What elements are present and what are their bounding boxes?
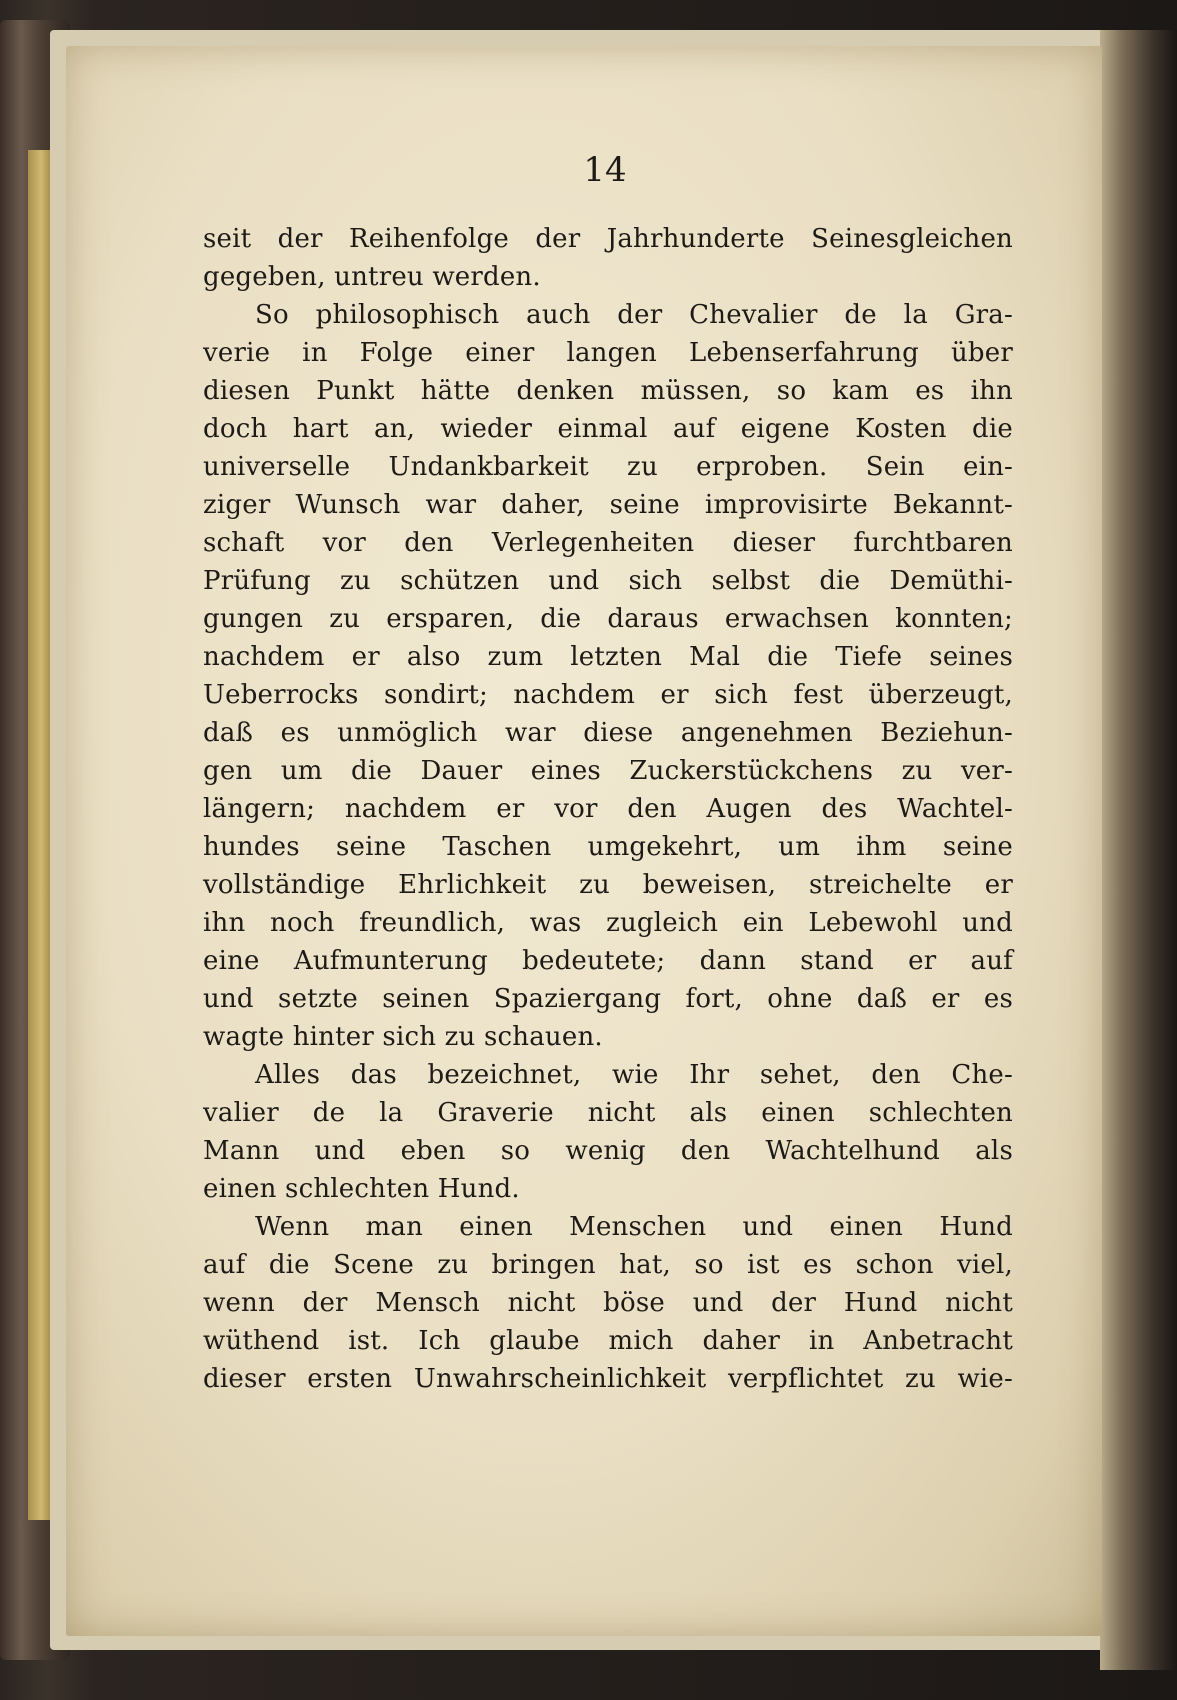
text-line: Wenn man einen Menschen und einen Hund bbox=[255, 1212, 1013, 1242]
text-line: seit der Reihenfolge der Jahrhunderte Seinesgleichen bbox=[203, 224, 1013, 254]
text-line: vollständige Ehrlichkeit zu beweisen, streichelte er bbox=[203, 870, 1013, 900]
text-line: auf die Scene zu bringen hat, so ist es schon viel, bbox=[203, 1250, 1013, 1280]
page-number: 14 bbox=[583, 150, 627, 190]
text-line: universelle Undankbarkeit zu erproben. Sein ein- bbox=[203, 452, 1013, 482]
text-line: daß es unmöglich war diese angenehmen Beziehun- bbox=[203, 718, 1013, 748]
text-line: Mann und eben so wenig den Wachtelhund als bbox=[203, 1136, 1013, 1166]
text-line: wenn der Mensch nicht böse und der Hund nicht bbox=[203, 1288, 1013, 1318]
text-line: längern; nachdem er vor den Augen des Wachtel- bbox=[203, 794, 1013, 824]
text-line: hundes seine Taschen umgekehrt, um ihm seine bbox=[203, 832, 1013, 862]
text-line: dieser ersten Unwahrscheinlichkeit verpflichtet zu wie- bbox=[203, 1364, 1013, 1394]
text-line: und setzte seinen Spaziergang fort, ohne daß er es bbox=[203, 984, 1013, 1014]
text-line: diesen Punkt hätte denken müssen, so kam es ihn bbox=[203, 376, 1013, 406]
text-line: gegeben, untreu werden. bbox=[203, 262, 541, 292]
text-line: doch hart an, wieder einmal auf eigene Kosten die bbox=[203, 414, 1013, 444]
text-line: wüthend ist. Ich glaube mich daher in Anbetracht bbox=[203, 1326, 1013, 1356]
text-line: So philosophisch auch der Chevalier de la Gra- bbox=[255, 300, 1013, 330]
text-line: wagte hinter sich zu schauen. bbox=[203, 1022, 603, 1052]
body-text bbox=[203, 220, 1013, 1398]
binding-gutter bbox=[1100, 30, 1177, 1670]
text-line: gungen zu ersparen, die daraus erwachsen konnten; bbox=[203, 604, 1013, 634]
text-line: einen schlechten Hund. bbox=[203, 1174, 520, 1204]
text-line: nachdem er also zum letzten Mal die Tiefe seines bbox=[203, 642, 1013, 672]
text-line: Ueberrocks sondirt; nachdem er sich fest überzeugt, bbox=[203, 680, 1013, 710]
text-line: verie in Folge einer langen Lebenserfahrung über bbox=[203, 338, 1013, 368]
text-line: eine Aufmunterung bedeutete; dann stand er auf bbox=[203, 946, 1013, 976]
text-line: ziger Wunsch war daher, seine improvisirte Bekannt- bbox=[203, 490, 1013, 520]
text-line: Prüfung zu schützen und sich selbst die Demüthi- bbox=[203, 566, 1013, 596]
text-line: Alles das bezeichnet, wie Ihr sehet, den Che- bbox=[255, 1060, 1013, 1090]
text-line: gen um die Dauer eines Zuckerstückchens zu ver- bbox=[203, 756, 1013, 786]
text-line: schaft vor den Verlegenheiten dieser furchtbaren bbox=[203, 528, 1013, 558]
text-line: ihn noch freundlich, was zugleich ein Lebewohl und bbox=[203, 908, 1013, 938]
text-line: valier de la Graverie nicht als einen schlechten bbox=[203, 1098, 1013, 1128]
